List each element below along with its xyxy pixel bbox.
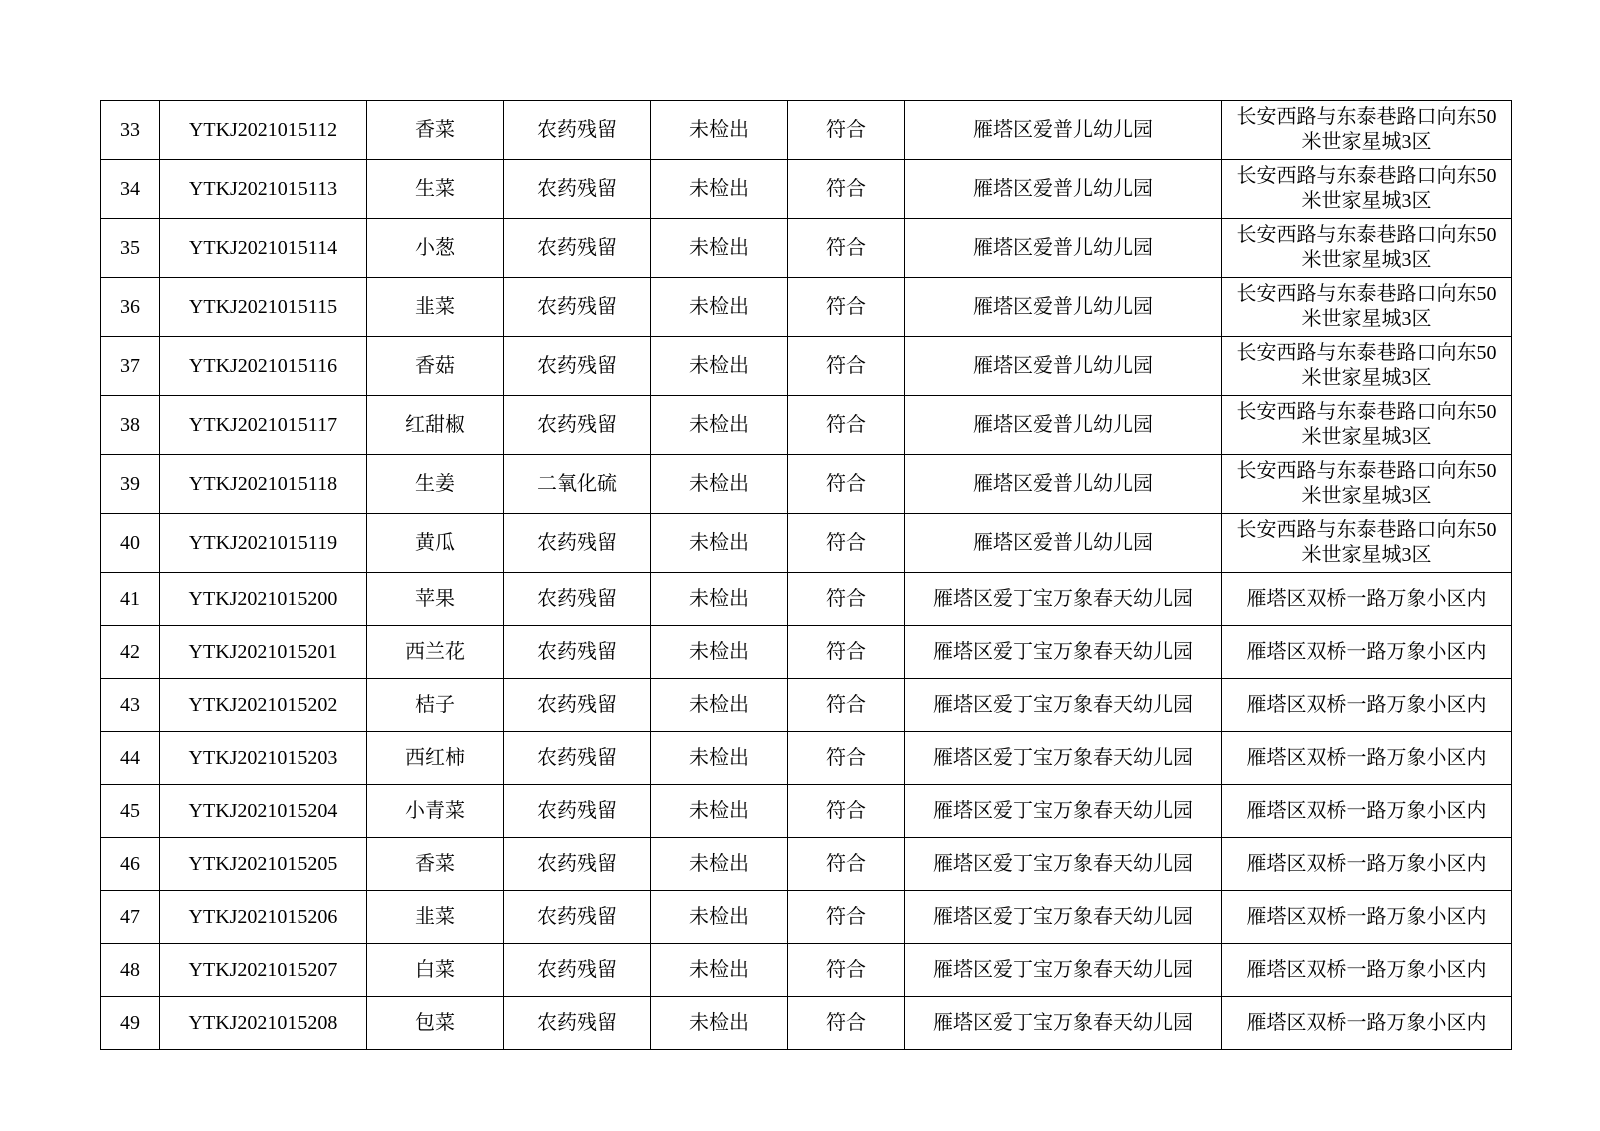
judgement: 符合 <box>788 944 905 997</box>
judgement: 符合 <box>788 278 905 337</box>
address <box>1222 838 1512 891</box>
test-project: 农药残留 <box>504 396 651 455</box>
inspected-unit: 雁塔区爱丁宝万象春天幼儿园 <box>905 997 1222 1050</box>
row-index: 46 <box>101 838 160 891</box>
inspected-unit: 雁塔区爱普儿幼儿园 <box>905 514 1222 573</box>
test-result: 未检出 <box>651 679 788 732</box>
address-text: 长安西路与东泰巷路口向东50米世家星城3区 <box>1236 460 1497 507</box>
test-project: 农药残留 <box>504 944 651 997</box>
address-text: 雁塔区双桥一路万象小区内 <box>1246 640 1487 663</box>
table-row <box>101 944 1512 997</box>
row-index: 36 <box>101 278 160 337</box>
sample-code: YTKJ2021015118 <box>160 455 367 514</box>
sample-code: YTKJ2021015206 <box>160 891 367 944</box>
address <box>1222 337 1512 396</box>
table-row <box>101 278 1512 337</box>
test-project: 农药残留 <box>504 160 651 219</box>
address-text: 雁塔区双桥一路万象小区内 <box>1246 746 1487 769</box>
address <box>1222 944 1512 997</box>
sample-code: YTKJ2021015204 <box>160 785 367 838</box>
sample-name: 苹果 <box>367 573 504 626</box>
address <box>1222 891 1512 944</box>
judgement: 符合 <box>788 838 905 891</box>
table-body <box>101 101 1512 1050</box>
address-text: 雁塔区双桥一路万象小区内 <box>1246 799 1487 822</box>
sample-name: 香菇 <box>367 337 504 396</box>
address <box>1222 396 1512 455</box>
sample-name: 生菜 <box>367 160 504 219</box>
table-row <box>101 101 1512 160</box>
test-result: 未检出 <box>651 891 788 944</box>
test-project: 农药残留 <box>504 732 651 785</box>
address <box>1222 160 1512 219</box>
row-index: 41 <box>101 573 160 626</box>
row-index: 47 <box>101 891 160 944</box>
address-text: 雁塔区双桥一路万象小区内 <box>1246 587 1487 610</box>
table-row <box>101 997 1512 1050</box>
row-index: 34 <box>101 160 160 219</box>
sample-code: YTKJ2021015202 <box>160 679 367 732</box>
test-result: 未检出 <box>651 101 788 160</box>
test-result: 未检出 <box>651 455 788 514</box>
address <box>1222 455 1512 514</box>
address-text: 长安西路与东泰巷路口向东50米世家星城3区 <box>1236 224 1497 271</box>
judgement: 符合 <box>788 573 905 626</box>
inspection-results-table <box>100 100 1512 1050</box>
address-text: 长安西路与东泰巷路口向东50米世家星城3区 <box>1236 106 1497 153</box>
test-project: 农药残留 <box>504 514 651 573</box>
sample-name: 香菜 <box>367 838 504 891</box>
sample-name: 小葱 <box>367 219 504 278</box>
judgement: 符合 <box>788 785 905 838</box>
inspected-unit: 雁塔区爱普儿幼儿园 <box>905 101 1222 160</box>
test-project: 农药残留 <box>504 838 651 891</box>
sample-name: 韭菜 <box>367 278 504 337</box>
address-text: 雁塔区双桥一路万象小区内 <box>1246 852 1487 875</box>
judgement: 符合 <box>788 455 905 514</box>
test-project: 农药残留 <box>504 626 651 679</box>
sample-name: 白菜 <box>367 944 504 997</box>
judgement: 符合 <box>788 219 905 278</box>
sample-code: YTKJ2021015208 <box>160 997 367 1050</box>
sample-code: YTKJ2021015114 <box>160 219 367 278</box>
test-project: 农药残留 <box>504 278 651 337</box>
address <box>1222 219 1512 278</box>
row-index: 40 <box>101 514 160 573</box>
judgement: 符合 <box>788 396 905 455</box>
test-project: 农药残留 <box>504 679 651 732</box>
address-text: 长安西路与东泰巷路口向东50米世家星城3区 <box>1236 283 1497 330</box>
table-row <box>101 785 1512 838</box>
table-row <box>101 732 1512 785</box>
table-row <box>101 514 1512 573</box>
inspected-unit: 雁塔区爱丁宝万象春天幼儿园 <box>905 891 1222 944</box>
row-index: 43 <box>101 679 160 732</box>
sample-code: YTKJ2021015115 <box>160 278 367 337</box>
judgement: 符合 <box>788 160 905 219</box>
address-text: 长安西路与东泰巷路口向东50米世家星城3区 <box>1236 519 1497 566</box>
sample-code: YTKJ2021015112 <box>160 101 367 160</box>
address <box>1222 514 1512 573</box>
address-text: 雁塔区双桥一路万象小区内 <box>1246 905 1487 928</box>
inspected-unit: 雁塔区爱丁宝万象春天幼儿园 <box>905 573 1222 626</box>
test-project: 农药残留 <box>504 785 651 838</box>
table-row <box>101 679 1512 732</box>
inspected-unit: 雁塔区爱普儿幼儿园 <box>905 160 1222 219</box>
test-result: 未检出 <box>651 573 788 626</box>
row-index: 45 <box>101 785 160 838</box>
sample-code: YTKJ2021015119 <box>160 514 367 573</box>
table-row <box>101 160 1512 219</box>
sample-code: YTKJ2021015200 <box>160 573 367 626</box>
row-index: 37 <box>101 337 160 396</box>
sample-name: 香菜 <box>367 101 504 160</box>
row-index: 33 <box>101 101 160 160</box>
test-project: 农药残留 <box>504 573 651 626</box>
sample-name: 包菜 <box>367 997 504 1050</box>
address-text: 雁塔区双桥一路万象小区内 <box>1246 958 1487 981</box>
sample-name: 西兰花 <box>367 626 504 679</box>
inspected-unit: 雁塔区爱丁宝万象春天幼儿园 <box>905 732 1222 785</box>
address-text: 雁塔区双桥一路万象小区内 <box>1246 693 1487 716</box>
address <box>1222 626 1512 679</box>
inspected-unit: 雁塔区爱丁宝万象春天幼儿园 <box>905 626 1222 679</box>
test-result: 未检出 <box>651 337 788 396</box>
table-row <box>101 337 1512 396</box>
row-index: 44 <box>101 732 160 785</box>
sample-name: 黄瓜 <box>367 514 504 573</box>
inspected-unit: 雁塔区爱丁宝万象春天幼儿园 <box>905 679 1222 732</box>
inspected-unit: 雁塔区爱丁宝万象春天幼儿园 <box>905 944 1222 997</box>
judgement: 符合 <box>788 337 905 396</box>
address <box>1222 573 1512 626</box>
sample-code: YTKJ2021015207 <box>160 944 367 997</box>
inspected-unit: 雁塔区爱普儿幼儿园 <box>905 219 1222 278</box>
row-index: 39 <box>101 455 160 514</box>
sample-name: 小青菜 <box>367 785 504 838</box>
address <box>1222 785 1512 838</box>
sample-code: YTKJ2021015113 <box>160 160 367 219</box>
test-project: 农药残留 <box>504 337 651 396</box>
test-project: 农药残留 <box>504 101 651 160</box>
judgement: 符合 <box>788 679 905 732</box>
inspected-unit: 雁塔区爱普儿幼儿园 <box>905 278 1222 337</box>
sample-name: 桔子 <box>367 679 504 732</box>
table-row <box>101 573 1512 626</box>
test-project: 农药残留 <box>504 997 651 1050</box>
judgement: 符合 <box>788 626 905 679</box>
test-result: 未检出 <box>651 944 788 997</box>
sample-name: 西红柿 <box>367 732 504 785</box>
sample-code: YTKJ2021015117 <box>160 396 367 455</box>
address <box>1222 278 1512 337</box>
row-index: 42 <box>101 626 160 679</box>
sample-code: YTKJ2021015205 <box>160 838 367 891</box>
address-text: 长安西路与东泰巷路口向东50米世家星城3区 <box>1236 165 1497 212</box>
test-result: 未检出 <box>651 626 788 679</box>
sample-name: 红甜椒 <box>367 396 504 455</box>
row-index: 38 <box>101 396 160 455</box>
test-project: 农药残留 <box>504 219 651 278</box>
test-result: 未检出 <box>651 219 788 278</box>
address <box>1222 679 1512 732</box>
address-text: 长安西路与东泰巷路口向东50米世家星城3区 <box>1236 401 1497 448</box>
address-text: 长安西路与东泰巷路口向东50米世家星城3区 <box>1236 342 1497 389</box>
test-result: 未检出 <box>651 396 788 455</box>
row-index: 35 <box>101 219 160 278</box>
address <box>1222 732 1512 785</box>
table-row <box>101 838 1512 891</box>
test-result: 未检出 <box>651 160 788 219</box>
test-result: 未检出 <box>651 785 788 838</box>
table-row <box>101 891 1512 944</box>
test-result: 未检出 <box>651 997 788 1050</box>
inspected-unit: 雁塔区爱普儿幼儿园 <box>905 337 1222 396</box>
judgement: 符合 <box>788 514 905 573</box>
row-index: 49 <box>101 997 160 1050</box>
sample-name: 韭菜 <box>367 891 504 944</box>
address <box>1222 997 1512 1050</box>
sample-code: YTKJ2021015203 <box>160 732 367 785</box>
sample-name: 生姜 <box>367 455 504 514</box>
test-result: 未检出 <box>651 278 788 337</box>
inspected-unit: 雁塔区爱普儿幼儿园 <box>905 455 1222 514</box>
address-text: 雁塔区双桥一路万象小区内 <box>1246 1011 1487 1034</box>
test-result: 未检出 <box>651 514 788 573</box>
judgement: 符合 <box>788 997 905 1050</box>
judgement: 符合 <box>788 101 905 160</box>
test-project: 二氧化硫 <box>504 455 651 514</box>
inspected-unit: 雁塔区爱普儿幼儿园 <box>905 396 1222 455</box>
inspected-unit: 雁塔区爱丁宝万象春天幼儿园 <box>905 838 1222 891</box>
table-row <box>101 626 1512 679</box>
table-row <box>101 455 1512 514</box>
table-row <box>101 396 1512 455</box>
address <box>1222 101 1512 160</box>
row-index: 48 <box>101 944 160 997</box>
test-result: 未检出 <box>651 732 788 785</box>
inspected-unit: 雁塔区爱丁宝万象春天幼儿园 <box>905 785 1222 838</box>
sample-code: YTKJ2021015201 <box>160 626 367 679</box>
judgement: 符合 <box>788 732 905 785</box>
sample-code: YTKJ2021015116 <box>160 337 367 396</box>
test-result: 未检出 <box>651 838 788 891</box>
table-row <box>101 219 1512 278</box>
judgement: 符合 <box>788 891 905 944</box>
test-project: 农药残留 <box>504 891 651 944</box>
